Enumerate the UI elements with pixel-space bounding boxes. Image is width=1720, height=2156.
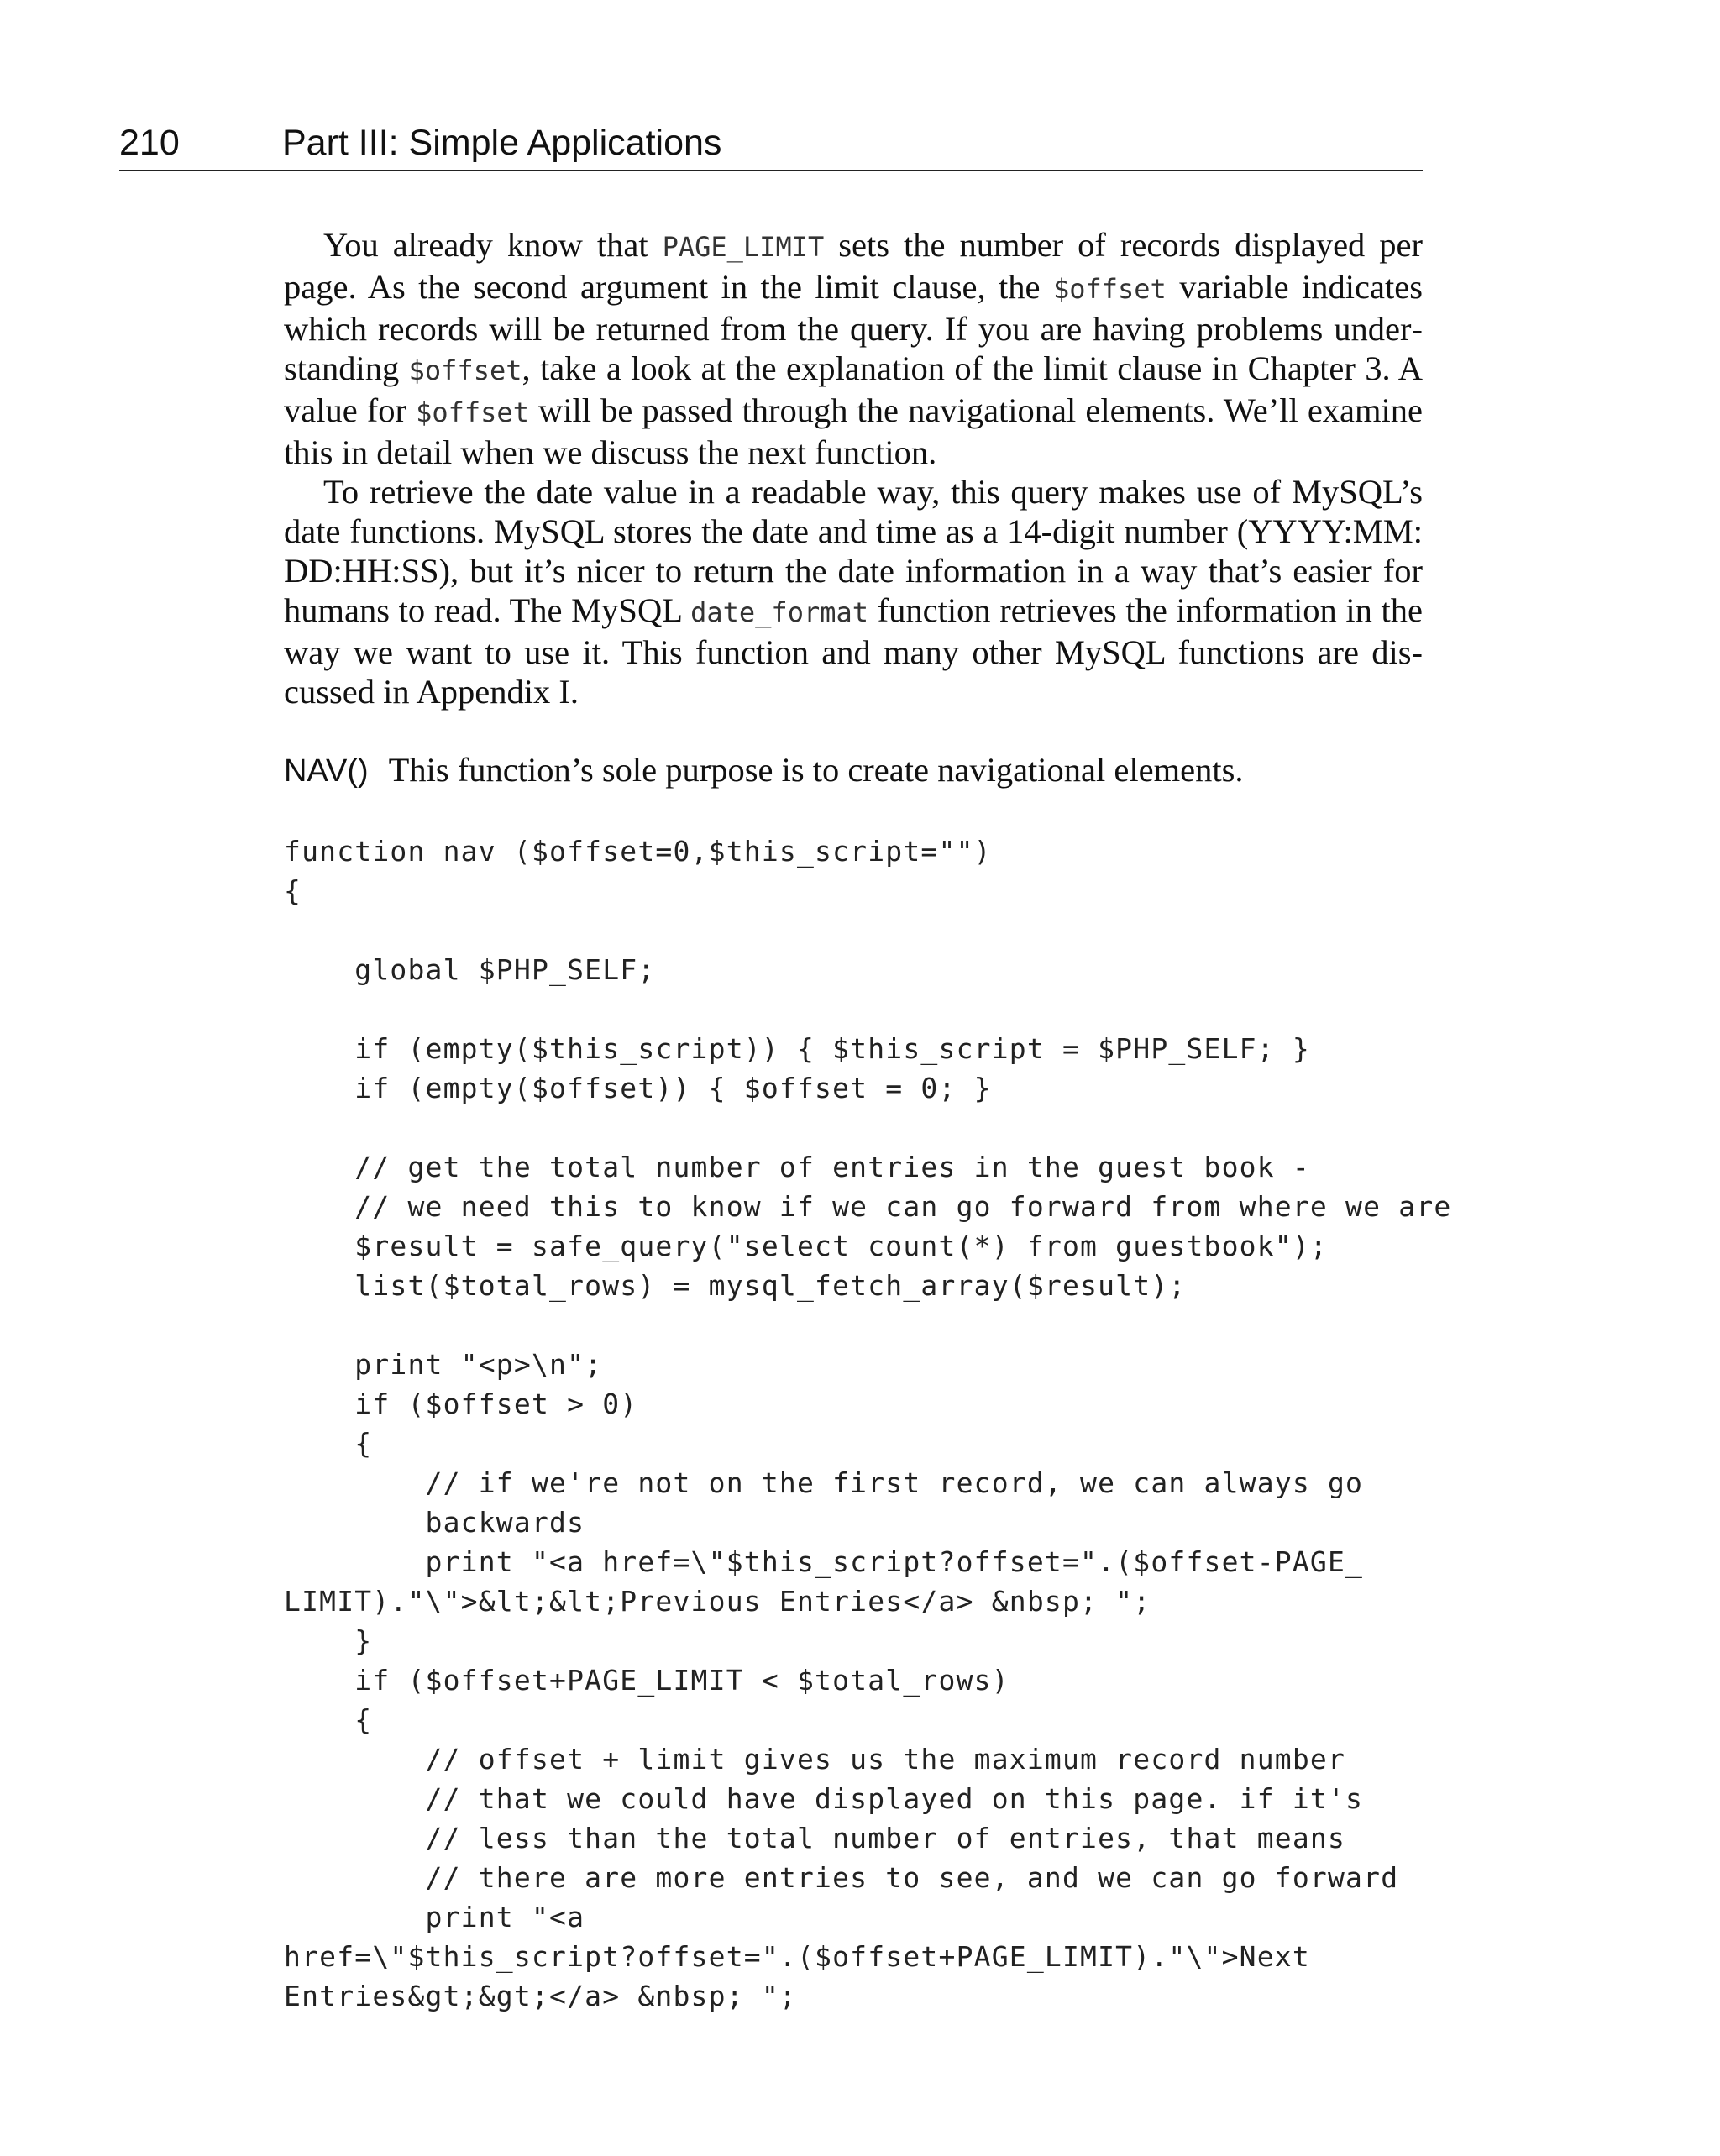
paragraph-date-format (284, 472, 1423, 711)
nav-function-heading (284, 750, 1423, 791)
page-number: 210 (119, 123, 180, 163)
text-span: sets the number of records displayed per page. As the second argument in the limit clause, the (284, 226, 1424, 306)
text-span: You already know that (323, 226, 663, 264)
page-body (284, 225, 1452, 2016)
text-span: function retrieves the information in the way we want to use it. This function and many other MySQL functions are discussed in Appendix I. (284, 591, 1423, 711)
text-span: variable indicates which records will be returned from the query. If you are having problems understanding (284, 268, 1423, 387)
inline-code-offset: $offset (416, 396, 529, 428)
inline-code-date-format: date_format (690, 596, 869, 628)
paragraph-page-limit (284, 225, 1423, 472)
running-head: Part III: Simple Applications (282, 123, 722, 163)
inline-code-offset: $offset (1052, 273, 1167, 305)
inline-code-offset: $offset (408, 354, 522, 386)
code-listing: function nav ($offset=0,$this_script="") { global $PHP_SELF; if (empty($this_script)) { $this_script = $PHP_SELF; } if (empty($offset)) { $offset = 0; } // get the total number of entries in the guest book - // we need this to know if we can go forward from where we are $result = safe_query("select count(*) from guestbook"); list($total_rows) = mysql_fetch_array($result); print "<p>\n"; if ($offset > 0) { // if we're not on the first record, we can always go backwards print "<a href=\"$this_script?offset=".($offset-PAGE_ LIMIT)."\">&lt;&lt;Previous Entries</a> &nbsp; "; } if ($offset+PAGE_LIMIT < $total_rows) { // offset + limit gives us the maximum record number // that we could have displayed on this page. if it's // less than the total number of entries, that means // there are more entries to see, and we can go forward print "<a href=\"$this_script?offset=".($offset+PAGE_LIMIT)."\">Next Entries&gt;&gt;</a> &nbsp; "; (284, 835, 1452, 2012)
text-span: , take a look at the explanation of the limit clause in Chapter 3. A value for (284, 349, 1423, 429)
function-description: This function’s sole purpose is to create navigational elements. (388, 751, 1244, 789)
text-span: will be passed through the navigational elements. We’ll examine this in detail when we discuss the next function. (284, 391, 1423, 471)
inline-code-page-limit: PAGE_LIMIT (662, 231, 825, 263)
function-name-label: NAV() (284, 753, 369, 789)
text-span: To retrieve the date value in a readable way, this query makes use of MySQL’s date functions. MySQL stores the date and time as a 14-digit number (YYYY:MM:​DD:HH:SS), but it’s nicer to return the date information in a way that’s easier for humans to read. The MySQL (284, 473, 1423, 629)
page-header (119, 118, 1423, 171)
